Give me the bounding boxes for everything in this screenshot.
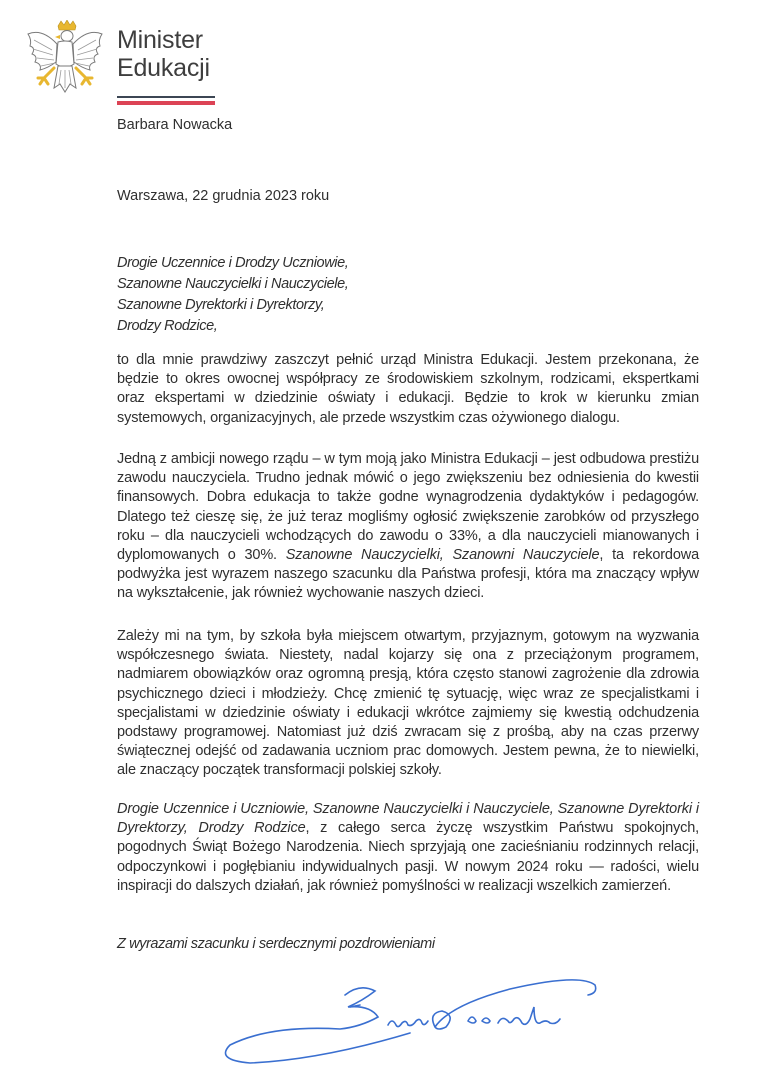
closing-phrase: Z wyrazami szacunku i serdecznymi pozdrowieniami bbox=[117, 936, 435, 952]
ministry-title-line2: Edukacji bbox=[117, 54, 210, 82]
paragraph-2-text-a: Jedną z ambicji nowego rządu – w tym moją jako Ministra Edukacji – jest odbudowa prestiżu zawodu nauczyciela. Trudno jednak mówić o jego zwiększeniu bez odniesienia do kwestii finansowych. Dobra edukacja to także godne wynagrodzenia dydaktyków i pedagogów. Dlatego też cieszę się, że już teraz mogliśmy ogłosić zwiększenie zarobków od przyszłego roku – dla nauczycieli wchodzących do zawodu o 33%, a dla nauczycieli mianowanych i dyplomowanych o 30%. bbox=[117, 451, 699, 564]
paragraph-4-text: , z całego serca życzę wszystkim Państwu spokojnych, pogodnych Świąt Bożego Narodzenia. Niech sprzyjają one zacieśnianiu rodzinnych relacji, odpoczynkowi i pogłębianiu indywidualnych pasji. W nowym 2024 roku — radości, wielu inspiracji do dalszych działań, jak również pomyślności w realizacji wszelkich zamierzeń. bbox=[117, 820, 699, 894]
salutation-line: Szanowne Dyrektorki i Dyrektorzy, bbox=[117, 297, 325, 313]
polish-eagle-emblem-icon bbox=[24, 20, 106, 106]
salutation bbox=[117, 253, 348, 337]
ministry-title-line1: Minister bbox=[117, 26, 203, 54]
salutation-line: Drogie Uczennice i Drodzy Uczniowie, bbox=[117, 255, 349, 271]
salutation-line: Drodzy Rodzice, bbox=[117, 318, 218, 334]
minister-name: Barbara Nowacka bbox=[117, 117, 233, 133]
paragraph-2 bbox=[117, 450, 699, 604]
paragraph-4-italic: Drogie Uczennice i Uczniowie, Szanowne Nauczycielki i Nauczyciele, Szanowne Dyrektorki i Dyrektorzy, Drodzy Rodzice bbox=[117, 801, 699, 837]
letterhead-rule-red bbox=[117, 101, 215, 105]
ministry-title bbox=[117, 26, 210, 82]
salutation-line: Szanowne Nauczycielki i Nauczyciele, bbox=[117, 276, 349, 292]
paragraph-4 bbox=[117, 800, 699, 896]
paragraph-2-text-b: , ta rekordowa podwyżka jest wyrazem naszego szacunku dla Państwa profesji, która ma znaczący wpływ na wykształcenie, jak również wychowanie naszych dzieci. bbox=[117, 547, 699, 602]
paragraph-2-italic: Szanowne Nauczycielki, Szanowni Nauczyciele bbox=[285, 547, 600, 564]
handwritten-signature-icon bbox=[210, 965, 610, 1075]
letterhead-rule-dark bbox=[117, 96, 215, 98]
paragraph-3: Zależy mi na tym, by szkoła była miejscem otwartym, przyjaznym, gotowym na wyzwania współczesnego świata. Niestety, nadal kojarzy się ona z przeciążonym programem, nadmiarem obowiązków oraz ogromną presją, która często stanowi zagrożenie dla zdrowia psychicznego dzieci i młodzieży. Chcę zmienić tę sytuację, więc wraz ze specjalistkami i specjalistami w dziedzinie oświaty i edukacji wkrótce zajmiemy się kwestią odchudzenia podstawy programowej. Natomiast już dziś zwracam się z prośbą, aby na czas przerwy świątecznej odejść od zadawania uczniom prac domowych. Jestem pewna, że to niewielki, ale znaczący początek transformacji polskiej szkoły. bbox=[117, 628, 699, 779]
place-date: Warszawa, 22 grudnia 2023 roku bbox=[117, 188, 330, 204]
paragraph-1: to dla mnie prawdziwy zaszczyt pełnić urząd Ministra Edukacji. Jestem przekonana, że będzie to okres owocnej współpracy ze środowiskiem szkolnym, rodzicami, ekspertkami oraz ekspertami w dziedzinie oświaty i edukacji. Będzie to krok w kierunku zmian systemowych, organizacyjnych, ale przede wszystkim czas ożywionego dialogu. bbox=[117, 352, 699, 426]
